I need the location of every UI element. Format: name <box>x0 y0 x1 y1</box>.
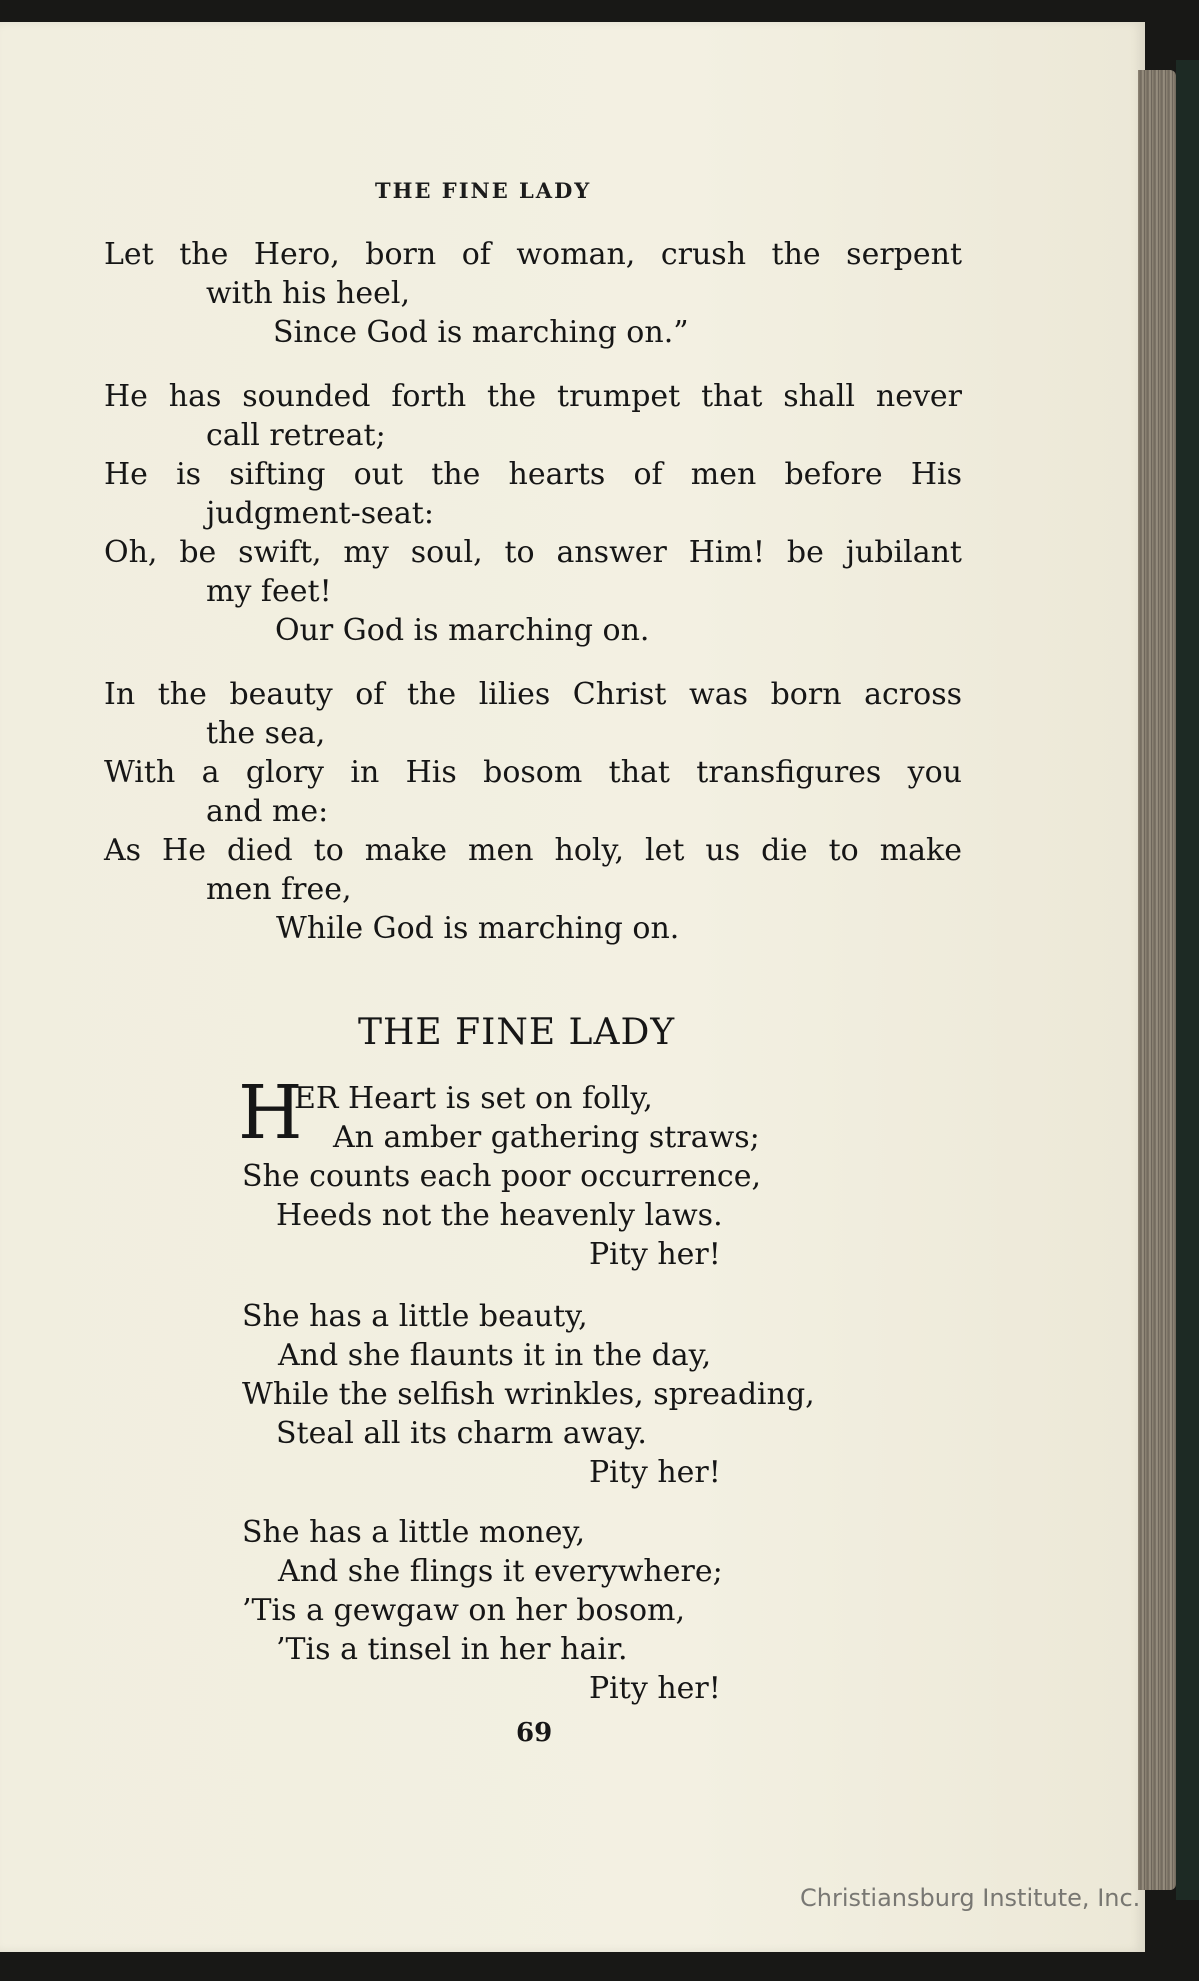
watermark: Christiansburg Institute, Inc. <box>800 1884 1141 1912</box>
book-cover-edge <box>1176 60 1199 1900</box>
verse-refrain: Our God is marching on. <box>275 613 650 648</box>
poem-line: Steal all its charm away. <box>276 1416 647 1451</box>
verse-line: Let the Hero, born of woman, crush the serpent <box>104 237 962 272</box>
verse-line: He has sounded forth the trumpet that shall never <box>104 379 962 414</box>
verse-line: the sea, <box>206 716 326 751</box>
verse-line: With a glory in His bosom that transfigures you <box>104 755 962 790</box>
poem-line: An amber gathering straws; <box>333 1120 760 1155</box>
verse-line: call retreat; <box>206 418 386 453</box>
verse-line: As He died to make men holy, let us die to make <box>104 833 962 868</box>
poem-line: She has a little money, <box>242 1515 585 1550</box>
drop-cap: H <box>238 1070 303 1156</box>
poem-line: And she flings it everywhere; <box>278 1554 723 1589</box>
verse-refrain: Since God is marching on.” <box>273 315 689 350</box>
poem-line: ER Heart is set on folly, <box>294 1081 653 1116</box>
poem-title: THE FINE LADY <box>358 1012 676 1053</box>
verse-line: judgment-seat: <box>206 496 434 531</box>
verse-line: In the beauty of the lilies Christ was born across <box>104 677 962 712</box>
verse-line: and me: <box>206 794 329 829</box>
verse-line: Oh, be swift, my soul, to answer Him! be jubilant <box>104 535 962 570</box>
poem-line: And she flaunts it in the day, <box>278 1338 712 1373</box>
verse-line: men free, <box>206 872 352 907</box>
poem-line: ’Tis a tinsel in her hair. <box>276 1632 628 1667</box>
running-head: THE FINE LADY <box>375 178 592 203</box>
poem-line: While the selfish wrinkles, spreading, <box>242 1377 815 1412</box>
poem-line: She counts each poor occurrence, <box>242 1159 761 1194</box>
poem-line: She has a little beauty, <box>242 1299 588 1334</box>
page-edges <box>1138 70 1176 1890</box>
verse-line: my feet! <box>206 574 332 609</box>
poem-refrain: Pity her! <box>589 1455 721 1490</box>
poem-line: Heeds not the heavenly laws. <box>276 1198 723 1233</box>
poem-refrain: Pity her! <box>589 1671 721 1706</box>
poem-refrain: Pity her! <box>589 1237 721 1272</box>
verse-refrain: While God is marching on. <box>276 911 680 946</box>
verse-line: with his heel, <box>206 276 410 311</box>
verse-line: He is sifting out the hearts of men before His <box>104 457 962 492</box>
page-number: 69 <box>516 1718 553 1748</box>
poem-line: ’Tis a gewgaw on her bosom, <box>242 1593 686 1628</box>
